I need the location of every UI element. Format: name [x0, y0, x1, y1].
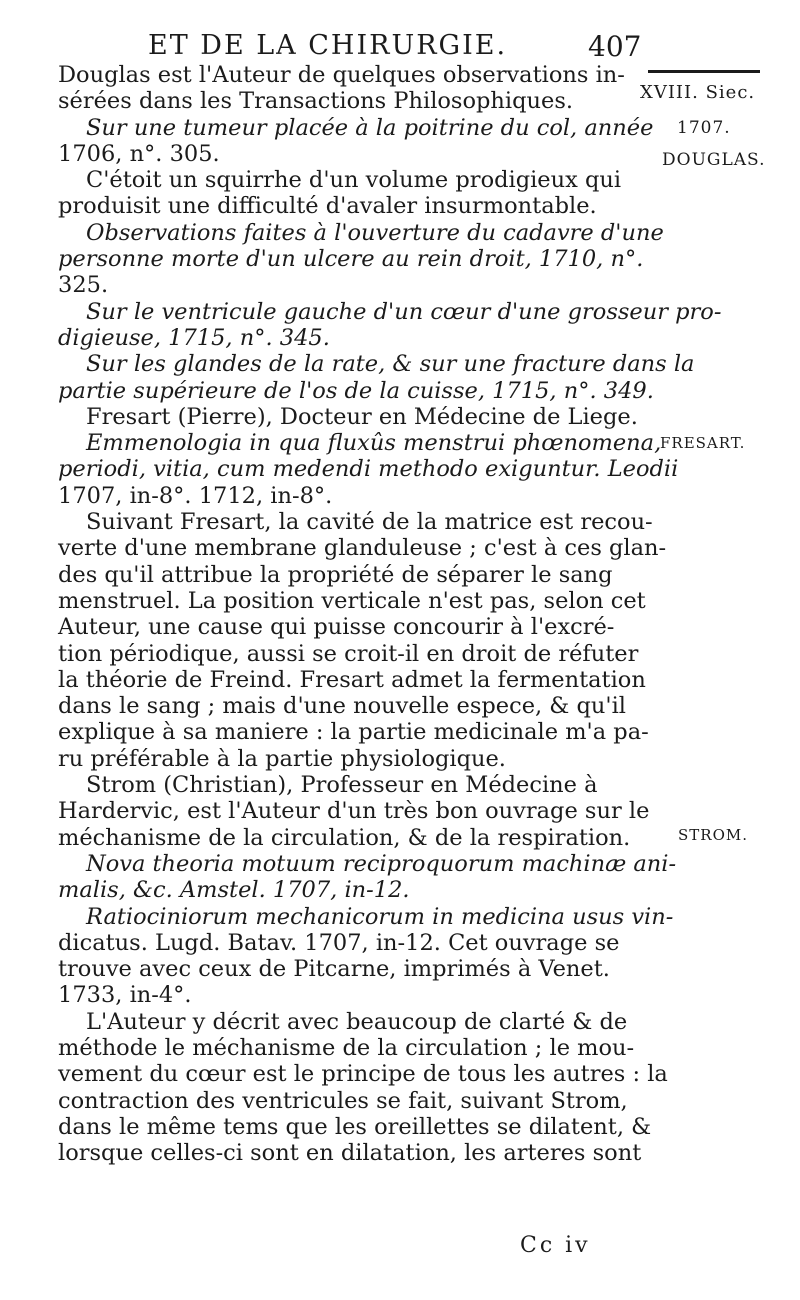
text-line: partie supérieure de l'os de la cuisse, 1715, n°. 349. — [58, 377, 654, 404]
text-line: Sur les glandes de la rate, & sur une fracture dans la — [86, 351, 695, 378]
text-line: tion périodique, aussi se croit-il en droit de réfuter — [58, 640, 639, 667]
text-line: Ratiociniorum mechanicorum in medicina usus vin- — [86, 903, 674, 930]
text-line: malis, &c. Amstel. 1707, in-12. — [58, 877, 410, 904]
running-head: ET DE LA CHIRURGIE. — [148, 30, 508, 61]
text-line: Sur le ventricule gauche d'un cœur d'une grosseur pro- — [86, 298, 722, 325]
text-line: verte d'une membrane glanduleuse ; c'est à ces glan- — [58, 535, 667, 562]
margin-note-century: XVIII. Siec. — [640, 82, 756, 103]
text-line: Fresart (Pierre), Docteur en Médecine de Liege. — [86, 403, 638, 430]
text-line: C'étoit un squirrhe d'un volume prodigieux qui — [86, 167, 622, 194]
text-line: 1706, n°. 305. — [58, 140, 220, 167]
text-line: ru préférable à la partie physiologique. — [58, 745, 506, 772]
margin-note-fresart: FRESART. — [660, 434, 746, 452]
text-line: periodi, vitia, cum medendi methodo exiguntur. Leodii — [58, 456, 679, 483]
margin-note-strom: STROM. — [678, 826, 748, 844]
text-line: Observations faites à l'ouverture du cadavre d'une — [86, 219, 664, 246]
text-line: L'Auteur y décrit avec beaucoup de clarté & de — [86, 1008, 628, 1035]
text-line: Hardervic, est l'Auteur d'un très bon ouvrage sur le — [58, 798, 650, 825]
text-line: Douglas est l'Auteur de quelques observations in- — [58, 62, 625, 88]
text-line: 325. — [58, 272, 109, 299]
text-line: Sur une tumeur placée à la poitrine du col, année — [86, 114, 654, 141]
text-line: Emmenologia in qua fluxûs menstrui phœnomena, — [86, 430, 662, 457]
text-line: lorsque celles-ci sont en dilatation, les arteres sont — [58, 1140, 642, 1167]
margin-rule — [648, 70, 760, 73]
text-line: méchanisme de la circulation, & de la respiration. — [58, 824, 631, 851]
margin-note-douglas: DOUGLAS. — [662, 150, 766, 170]
text-line: Suivant Fresart, la cavité de la matrice est recou- — [86, 509, 653, 536]
margin-note-year: 1707. — [677, 118, 731, 138]
text-line: Strom (Christian), Professeur en Médecine à — [86, 772, 598, 799]
text-line: digieuse, 1715, n°. 345. — [58, 324, 330, 351]
text-line: la théorie de Freind. Fresart admet la fermentation — [58, 666, 646, 693]
text-line: trouve avec ceux de Pitcarne, imprimés à Venet. — [58, 956, 610, 983]
text-line: méthode le méchanisme de la circulation ; le mou- — [58, 1034, 635, 1061]
text-line: Auteur, une cause qui puisse concourir à l'excré- — [58, 614, 615, 641]
text-line: des qu'il attribue la propriété de séparer le sang — [58, 561, 613, 588]
text-line: produisit une difficulté d'avaler insurmontable. — [58, 193, 597, 220]
page-number: 407 — [588, 30, 642, 63]
text-line: 1733, in-4°. — [58, 982, 192, 1009]
text-line: vement du cœur est le principe de tous les autres : la — [58, 1061, 668, 1088]
text-line: personne morte d'un ulcere au rein droit, 1710, n°. — [58, 246, 644, 273]
text-line: menstruel. La position verticale n'est pas, selon cet — [58, 587, 646, 614]
text-line: contraction des ventricules se fait, suivant Strom, — [58, 1087, 628, 1114]
text-line: sérées dans les Transactions Philosophiques. — [58, 88, 574, 115]
text-line: dicatus. Lugd. Batav. 1707, in-12. Cet ouvrage se — [58, 929, 620, 956]
signature-mark: Cc iv — [520, 1233, 591, 1258]
text-line: dans le même tems que les oreillettes se dilatent, & — [58, 1113, 652, 1140]
text-line: 1707, in-8°. 1712, in-8°. — [58, 482, 333, 509]
text-line: dans le sang ; mais d'une nouvelle espece, & qu'il — [58, 693, 626, 720]
text-line: explique à sa maniere : la partie medicinale m'a pa- — [58, 719, 649, 746]
text-line: Nova theoria motuum reciproquorum machinæ ani- — [86, 850, 677, 877]
